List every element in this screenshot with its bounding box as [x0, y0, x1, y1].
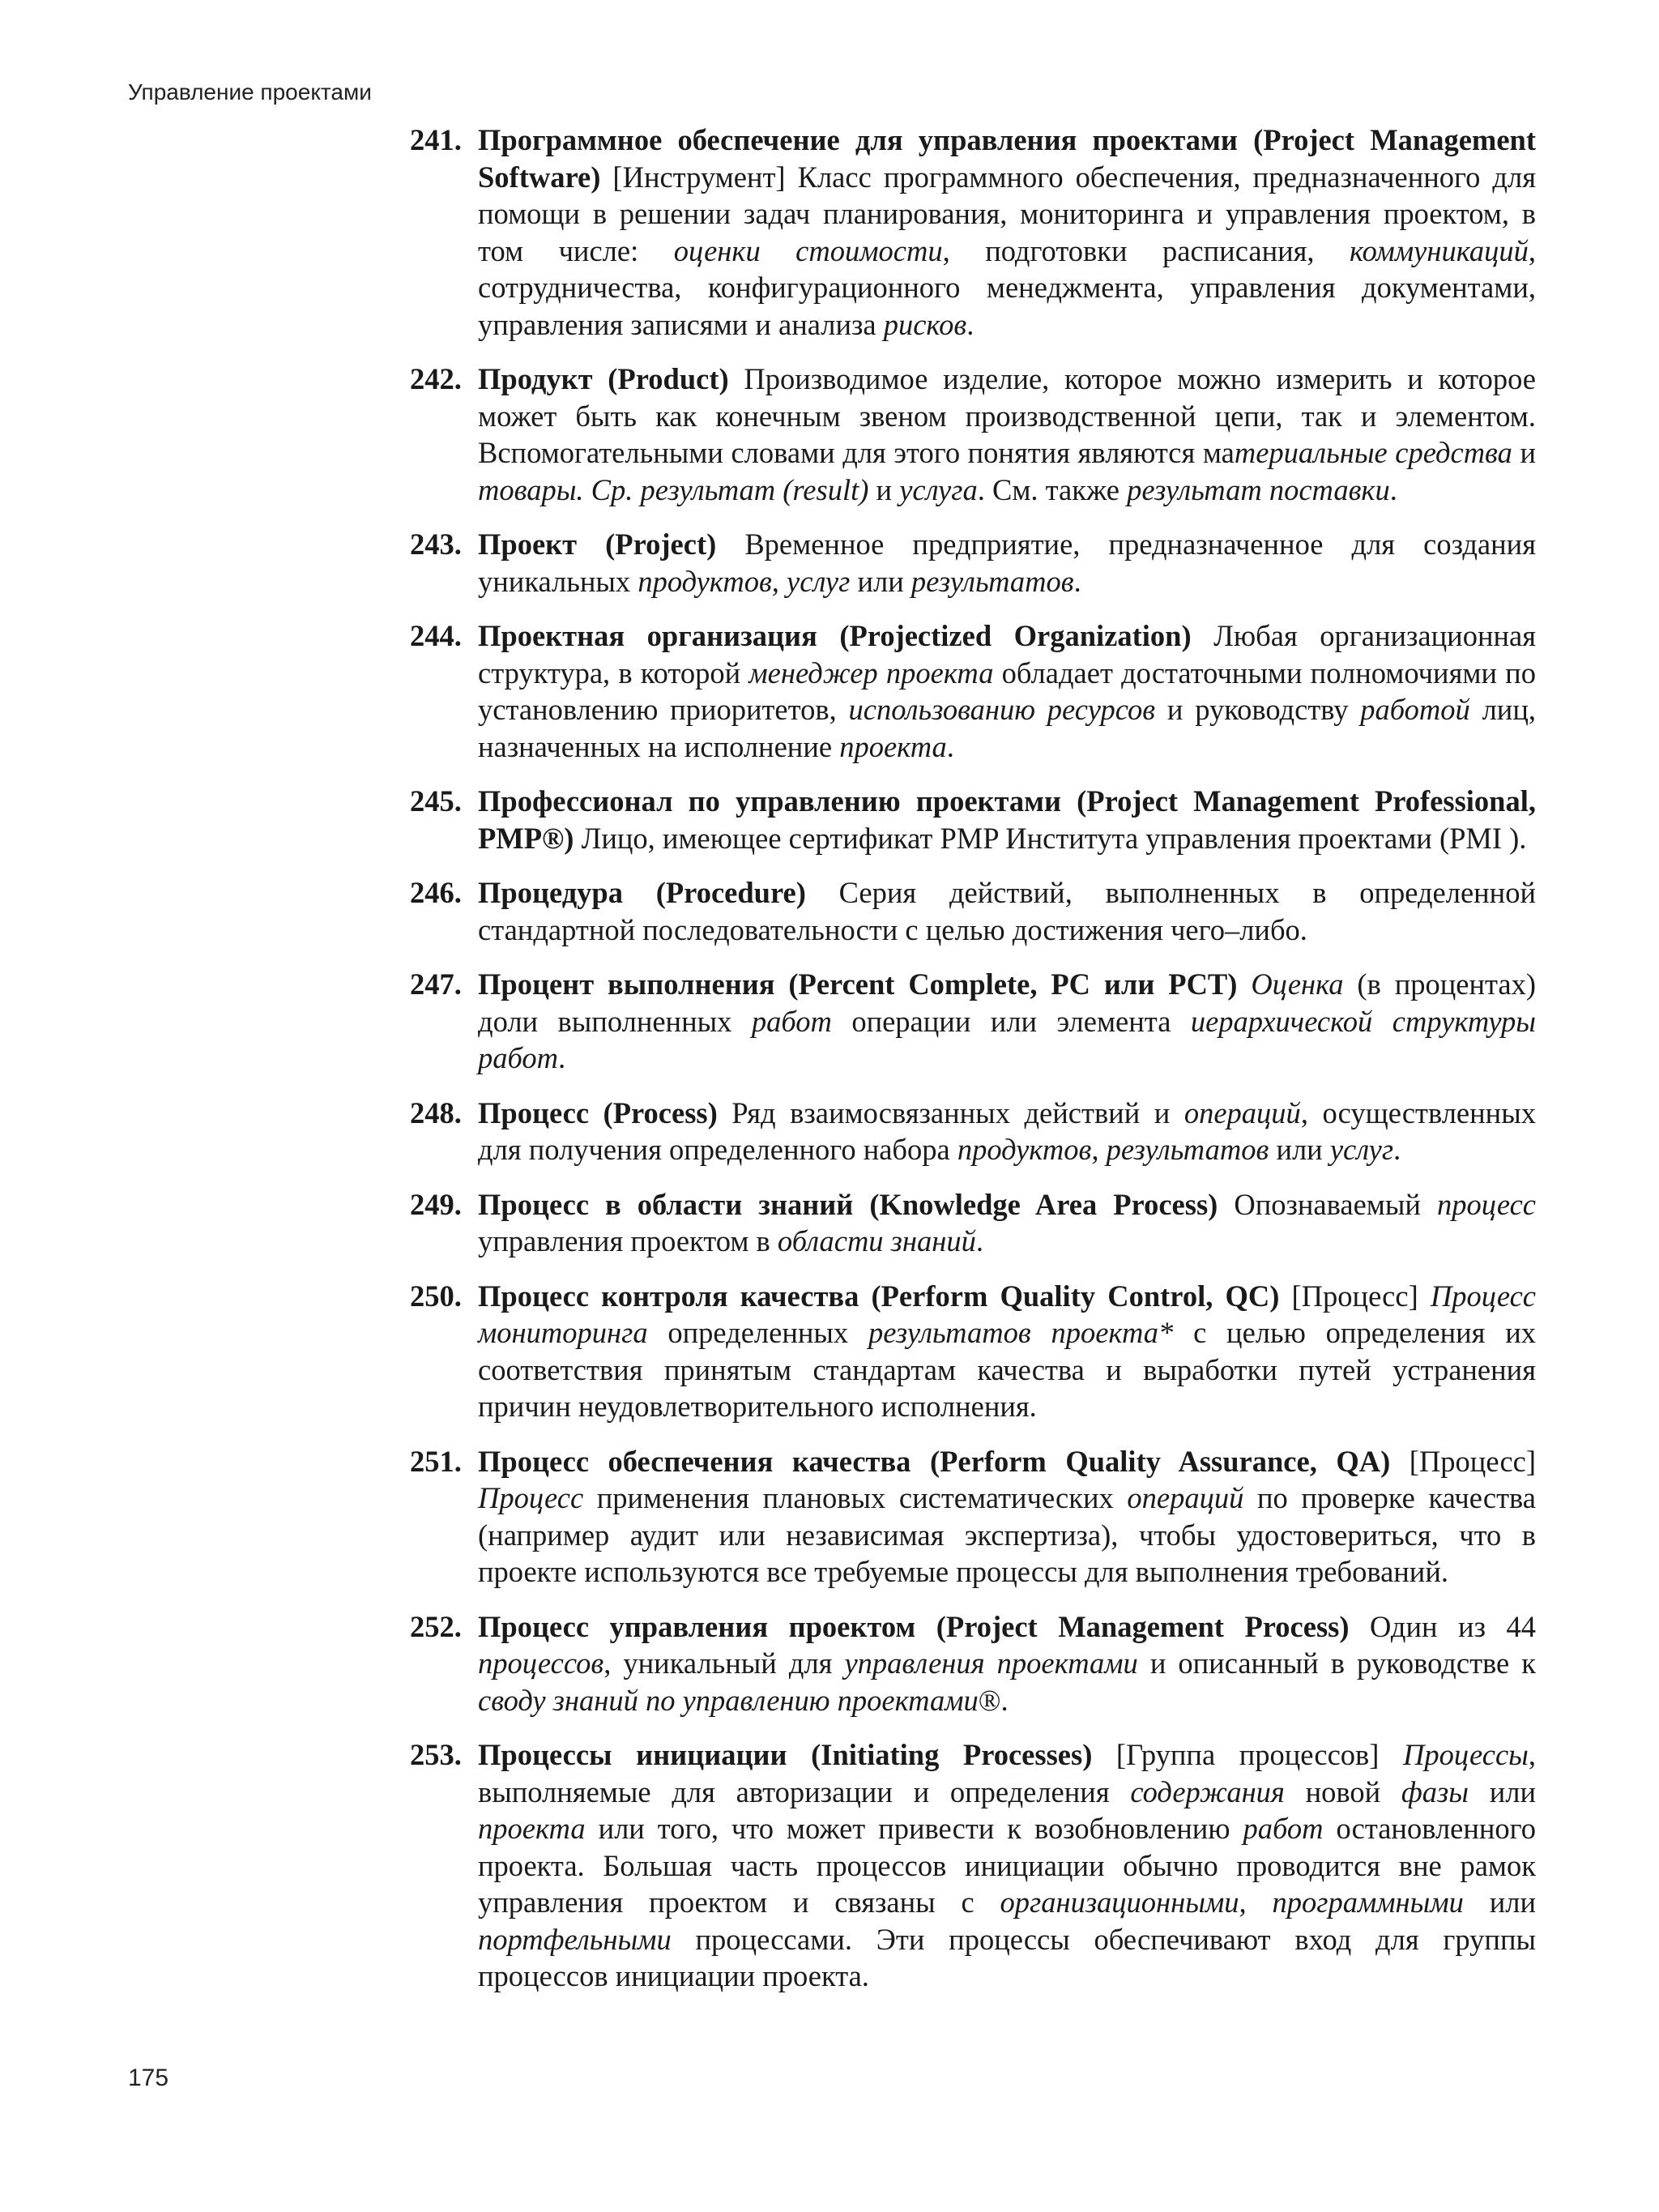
entry-text: управления проектом в	[478, 1224, 778, 1258]
entry-text: процессами. Эти процессы обеспечивают вход для группы процессов инициации проекта.	[478, 1922, 1536, 1992]
entry-term: Процесс обеспечения качества (Perform Quality Assurance, QA)	[478, 1444, 1391, 1478]
entry-text: .	[975, 1224, 984, 1258]
entry-text: или	[1463, 1885, 1537, 1919]
entry-term: Процесс (Process)	[478, 1095, 718, 1129]
entry-text: и	[868, 472, 900, 506]
entry-italic-term: рисков	[883, 307, 967, 341]
entry-text: или	[1469, 1774, 1537, 1808]
entry-text: .	[558, 1041, 566, 1074]
entry-italic-term: Оценка	[1251, 967, 1344, 1001]
entry-italic-term: Процессы	[1403, 1738, 1529, 1771]
entry-italic-term: проекта	[478, 1812, 586, 1845]
entry-text: [Инструмент] Класс программного обеспечения, предназначенного для помощи в решении задач планирования, мониторинга и управления проектом, в том числе:	[478, 160, 1536, 267]
entry-italic-term: содержания	[1130, 1774, 1285, 1808]
entry-number: 246.	[410, 876, 462, 909]
entry-text: с целью определения их соответствия принятым стандартам качества и выработки путей устранения причин неудовлетворительного исполнения.	[478, 1316, 1537, 1423]
entry-text: лиц, назначенных на исполнение	[478, 693, 1536, 763]
entry-number: 244.	[410, 619, 462, 652]
entry-italic-term: работой	[1360, 693, 1470, 726]
entry-italic-term: менеджер проекта	[748, 655, 994, 690]
entry-italic-term: своду знаний по управлению проектами	[478, 1683, 979, 1717]
entry-italic-term: процессов	[478, 1646, 604, 1680]
entry-italic-term: Процесс	[478, 1481, 584, 1514]
entry-italic-term: Процесс мониторинга	[478, 1279, 1536, 1349]
entry-number: 241.	[410, 123, 462, 156]
entry-text: , сотрудничества, конфигурационного менеджмента, управления документами, управления записями и анализа	[478, 233, 1536, 341]
entry-italic-term: продуктов, услуг	[638, 564, 851, 598]
entry-text: Лицо, имеющее сертификат PMP Института управления проектами (PMI ).	[574, 821, 1527, 855]
entry-italic-term: иерархической структуры работ	[478, 1004, 1537, 1074]
entry-italic-term: проекта	[839, 729, 947, 763]
entry-term: Процесс контроля качества (Perform Quality Control, QC)	[478, 1279, 1280, 1313]
entry-italic-term: услуг	[1329, 1133, 1394, 1166]
entry-text: Опознаваемый	[1218, 1187, 1437, 1221]
entry-text: Любая организационная структура, в которой	[478, 619, 1536, 690]
entry-text: , подготовки расписания,	[942, 233, 1350, 267]
entry-text: определенных	[647, 1316, 868, 1349]
entry-text: .	[1073, 564, 1081, 598]
entry-term: Программное обеспечение для управления проектами (Project Management Software)	[478, 123, 1536, 194]
glossary-entry	[410, 783, 1536, 856]
entry-italic-term: териальные средства	[1234, 436, 1512, 469]
entry-term: Процессы инициации (Initiating Processes)	[478, 1738, 1093, 1771]
entry-number: 245.	[410, 784, 462, 818]
entry-number: 253.	[410, 1738, 462, 1771]
entry-text: .	[1389, 472, 1397, 506]
glossary-entry	[410, 122, 1536, 343]
entry-number: 251.	[410, 1444, 462, 1478]
glossary-entry	[410, 617, 1536, 765]
entry-text: остановленного проекта. Большая часть процессов инициации обычно проводится вне рамок управления проектом и связаны с	[478, 1812, 1536, 1919]
entry-italic-term: результатов	[911, 564, 1074, 598]
glossary-entry	[410, 1095, 1536, 1168]
entry-italic-term: результат поставки	[1127, 472, 1390, 506]
entry-italic-term: продуктов, результатов	[957, 1133, 1269, 1166]
entry-text: . См. также	[977, 472, 1128, 506]
entry-term: Проект (Project)	[478, 527, 717, 561]
entry-italic-term: использованию ресурсов	[848, 693, 1156, 726]
entry-text: операции или элемента	[831, 1004, 1191, 1038]
entry-italic-term: оценки стоимости	[673, 233, 943, 267]
entry-text: [Процесс]	[1390, 1444, 1537, 1478]
entry-text: (в процентах) доли выполненных	[478, 967, 1536, 1038]
glossary-entry	[410, 526, 1536, 600]
entry-term: Процент выполнения (Percent Complete, PC или PCT)	[478, 967, 1238, 1001]
entry-number: 249.	[410, 1187, 462, 1221]
entry-text: применения плановых систематических	[583, 1481, 1128, 1514]
entry-number: 247.	[410, 967, 462, 1001]
entry-term: Профессионал по управлению проектами (Project Management Professional, PMP®)	[478, 784, 1536, 855]
entry-italic-term: организационными, программными	[1000, 1885, 1464, 1919]
entry-text: или	[850, 564, 911, 598]
entry-text: или того, что может привести к возобновлению	[585, 1812, 1243, 1845]
entry-term: Продукт (Product)	[478, 362, 729, 395]
glossary-entry	[410, 1608, 1536, 1719]
entry-term: Проектная организация (Projectized Organization)	[478, 619, 1192, 652]
glossary-entry	[410, 874, 1536, 948]
page-number: 175	[128, 2065, 169, 2091]
entry-term: Процесс управления проектом (Project Management Process)	[478, 1609, 1350, 1643]
entry-italic-term: портфельными	[478, 1922, 672, 1956]
entry-number: 248.	[410, 1095, 462, 1129]
entry-italic-term: операций	[1127, 1481, 1244, 1514]
entry-text: Ряд взаимосвязанных действий и	[717, 1095, 1184, 1129]
entry-text: и руководству	[1155, 693, 1361, 726]
entry-number: 242.	[410, 362, 462, 395]
glossary-entry	[410, 361, 1536, 508]
entry-text: Один из 44	[1349, 1609, 1536, 1643]
entry-text: , осуществленных для получения определенного набора	[478, 1095, 1536, 1166]
entry-italic-term: коммуникаций	[1350, 233, 1529, 267]
glossary-entry	[410, 1186, 1536, 1260]
entry-italic-term: области знаний	[777, 1224, 976, 1258]
entry-italic-term: управления проектами	[844, 1646, 1138, 1680]
entry-italic-term: услуга	[899, 472, 978, 506]
glossary-entry	[410, 1443, 1536, 1591]
entry-italic-term: результатов проекта*	[868, 1316, 1174, 1349]
entry-text: [Группа процессов]	[1092, 1738, 1404, 1771]
entry-italic-term: операций	[1183, 1095, 1301, 1129]
entry-italic-term: процесс	[1436, 1187, 1536, 1221]
running-head: Управление проектами	[128, 79, 372, 105]
entry-italic-term: работ	[1243, 1812, 1324, 1845]
entry-text: и описанный в руководстве к	[1137, 1646, 1536, 1680]
entry-number: 243.	[410, 527, 462, 561]
entry-text: и	[1512, 436, 1536, 469]
entry-text: новой	[1284, 1774, 1401, 1808]
entry-text: Производимое изделие, которое можно измерить и которое может быть как конечным звеном производственной цепи, так и элементом. Вспомогательными словами для этого понятия являются ма	[478, 362, 1537, 469]
glossary-entry	[410, 1278, 1536, 1425]
entry-italic-term: товары. Ср. результат (result)	[478, 472, 869, 506]
entry-text: [Процесс]	[1279, 1279, 1431, 1313]
entry-text	[1237, 967, 1251, 1001]
entry-text: обладает достаточными полномочиями по установлению приоритетов,	[478, 655, 1536, 726]
glossary-entries	[410, 122, 1536, 2013]
glossary-entry	[410, 966, 1536, 1077]
entry-text: , уникальный для	[603, 1646, 845, 1680]
entry-text: ®.	[978, 1683, 1009, 1717]
entry-text: Серия действий, выполненных в определенной стандартной последовательности с целью достижения чего–либо.	[478, 876, 1536, 946]
entry-term: Процесс в области знаний (Knowledge Area Process)	[478, 1187, 1218, 1221]
entry-text: .	[1393, 1133, 1401, 1166]
entry-text: .	[946, 729, 954, 763]
entry-text: .	[966, 307, 975, 341]
entry-number: 252.	[410, 1609, 462, 1643]
glossary-entry	[410, 1736, 1536, 1995]
entry-text: или	[1269, 1133, 1330, 1166]
entry-italic-term: работ	[751, 1004, 832, 1038]
entry-number: 250.	[410, 1279, 462, 1313]
entry-term: Процедура (Procedure)	[478, 876, 806, 909]
entry-text: Временное предприятие, предназначенное для создания уникальных	[478, 527, 1536, 598]
entry-italic-term: фазы	[1401, 1774, 1469, 1808]
entry-text: по проверке качества (например аудит или независимая экспертиза), чтобы удостовериться, что в проекте используются все требуемые процессы для выполнения требований.	[478, 1481, 1536, 1588]
entry-text: , выполняемые для авторизации и определения	[478, 1738, 1536, 1808]
